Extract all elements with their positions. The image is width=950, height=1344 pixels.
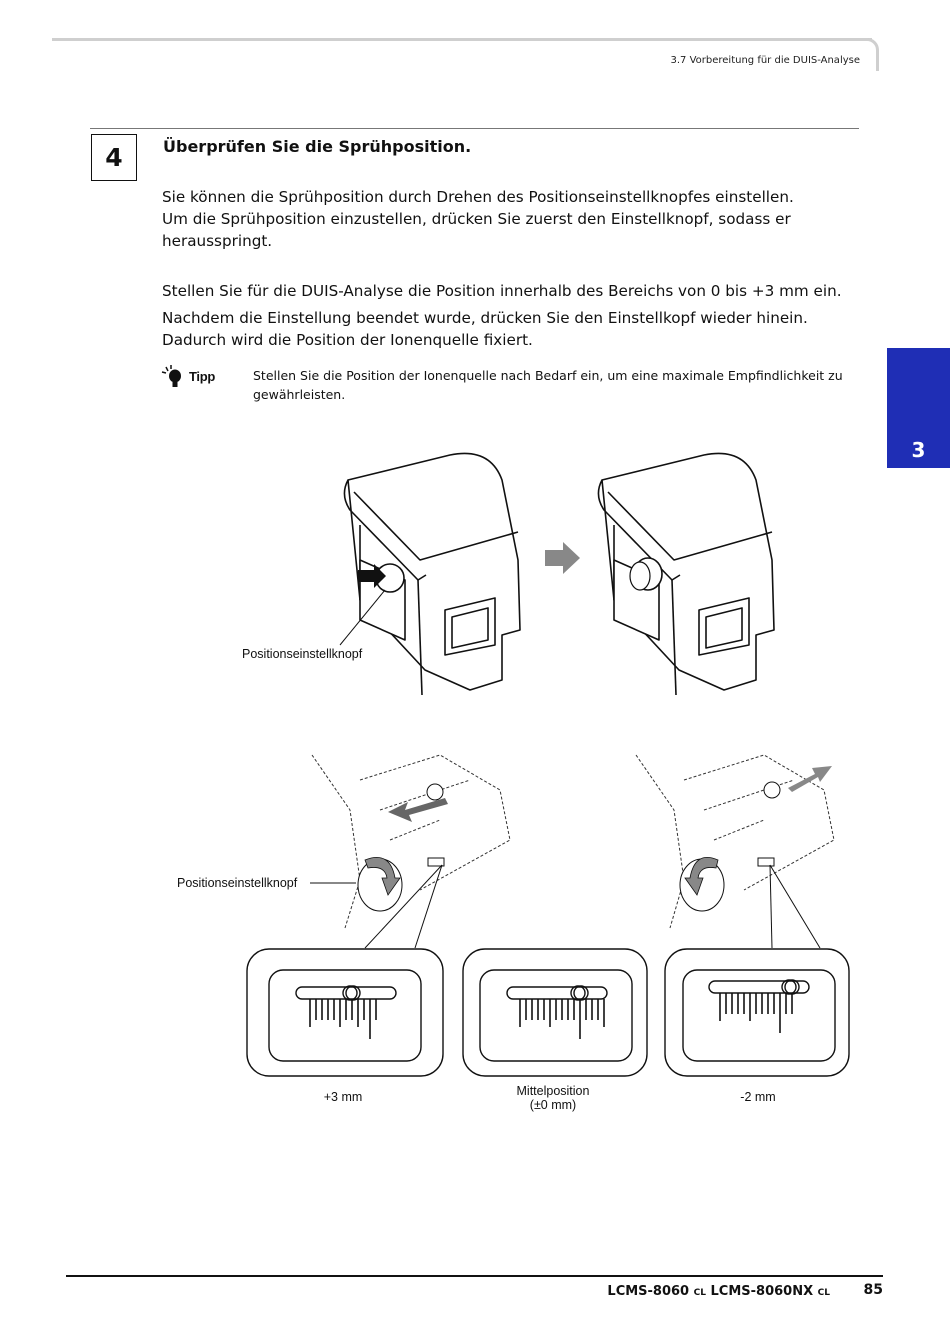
chapter-number: 3 bbox=[911, 438, 926, 462]
scale-box-plus3 bbox=[247, 949, 443, 1076]
step-paragraph-5: Nachdem die Einstellung beendet wurde, drücken Sie den Einstellkopf wieder hinein. bbox=[162, 309, 808, 327]
model-a-suffix: CL bbox=[693, 1288, 706, 1298]
scale-box-minus2 bbox=[665, 949, 849, 1076]
scale-label-middle bbox=[493, 1084, 613, 1112]
leader-right-b bbox=[770, 865, 820, 948]
step-paragraph-4: Stellen Sie für die DUIS-Analyse die Position innerhalb des Bereichs von 0 bis +3 mm ein. bbox=[162, 282, 842, 300]
tip-label: Tipp bbox=[189, 369, 215, 384]
housing-right bbox=[598, 453, 774, 695]
right-arrow bbox=[545, 542, 580, 574]
step-number-box bbox=[91, 134, 137, 181]
footer-model bbox=[607, 1284, 830, 1299]
step-paragraph-1: Sie können die Sprühposition durch Drehen des Positionseinstellknopfes einstellen. bbox=[162, 188, 794, 206]
knob-face bbox=[630, 562, 650, 590]
arrow-toward-knob bbox=[388, 798, 448, 822]
step-rule bbox=[90, 128, 859, 129]
model-b: LCMS-8060NX bbox=[710, 1284, 814, 1299]
chapter-tab[interactable] bbox=[887, 348, 950, 468]
tip-text-line-2: gewährleisten. bbox=[253, 387, 346, 402]
step-paragraph-6: Dadurch wird die Position der Ionenquelle fixiert. bbox=[162, 331, 533, 349]
scale-label-plus3: +3 mm bbox=[323, 1090, 363, 1104]
step-title: Überprüfen Sie die Sprühposition. bbox=[163, 137, 472, 156]
knob-label-bottom: Positionseinstellknopf bbox=[177, 876, 298, 890]
ion-source-housing-illustration bbox=[330, 450, 790, 710]
small-knob-right bbox=[764, 782, 780, 798]
leader-left-b bbox=[415, 865, 442, 948]
section-reference: 3.7 Vorbereitung für die DUIS-Analyse bbox=[670, 55, 860, 66]
leader-right-a bbox=[770, 865, 772, 948]
footer-rule bbox=[66, 1275, 883, 1277]
small-knob-left bbox=[427, 784, 443, 800]
step-number: 4 bbox=[105, 143, 123, 172]
lightbulb-icon bbox=[160, 364, 186, 390]
tip-text-line-1: Stellen Sie die Position der Ionenquelle nach Bedarf ein, um eine maximale Empfindlichkeit zu bbox=[253, 368, 843, 383]
scale-label-minus2: -2 mm bbox=[740, 1090, 776, 1104]
knob-label-top: Positionseinstellknopf bbox=[242, 647, 363, 661]
arrow-away-from-knob bbox=[788, 766, 832, 792]
step-paragraph-2: Um die Sprühposition einzustellen, drücken Sie zuerst den Einstellknopf, sodass er bbox=[162, 210, 791, 228]
detail-left bbox=[310, 755, 510, 930]
step-paragraph-3: herausspringt. bbox=[162, 232, 273, 250]
scale-window-right bbox=[758, 858, 774, 866]
knob-rotation-illustration bbox=[240, 750, 860, 1080]
scale-box-zero bbox=[463, 949, 647, 1076]
scale-label-middle-line1: Mittelposition bbox=[516, 1084, 590, 1098]
page-number: 85 bbox=[863, 1282, 883, 1298]
header-rule bbox=[52, 38, 872, 41]
model-a: LCMS-8060 bbox=[607, 1284, 690, 1299]
scale-label-middle-line2: (±0 mm) bbox=[529, 1098, 577, 1112]
tip-text bbox=[253, 366, 863, 404]
model-b-suffix: CL bbox=[817, 1288, 830, 1298]
